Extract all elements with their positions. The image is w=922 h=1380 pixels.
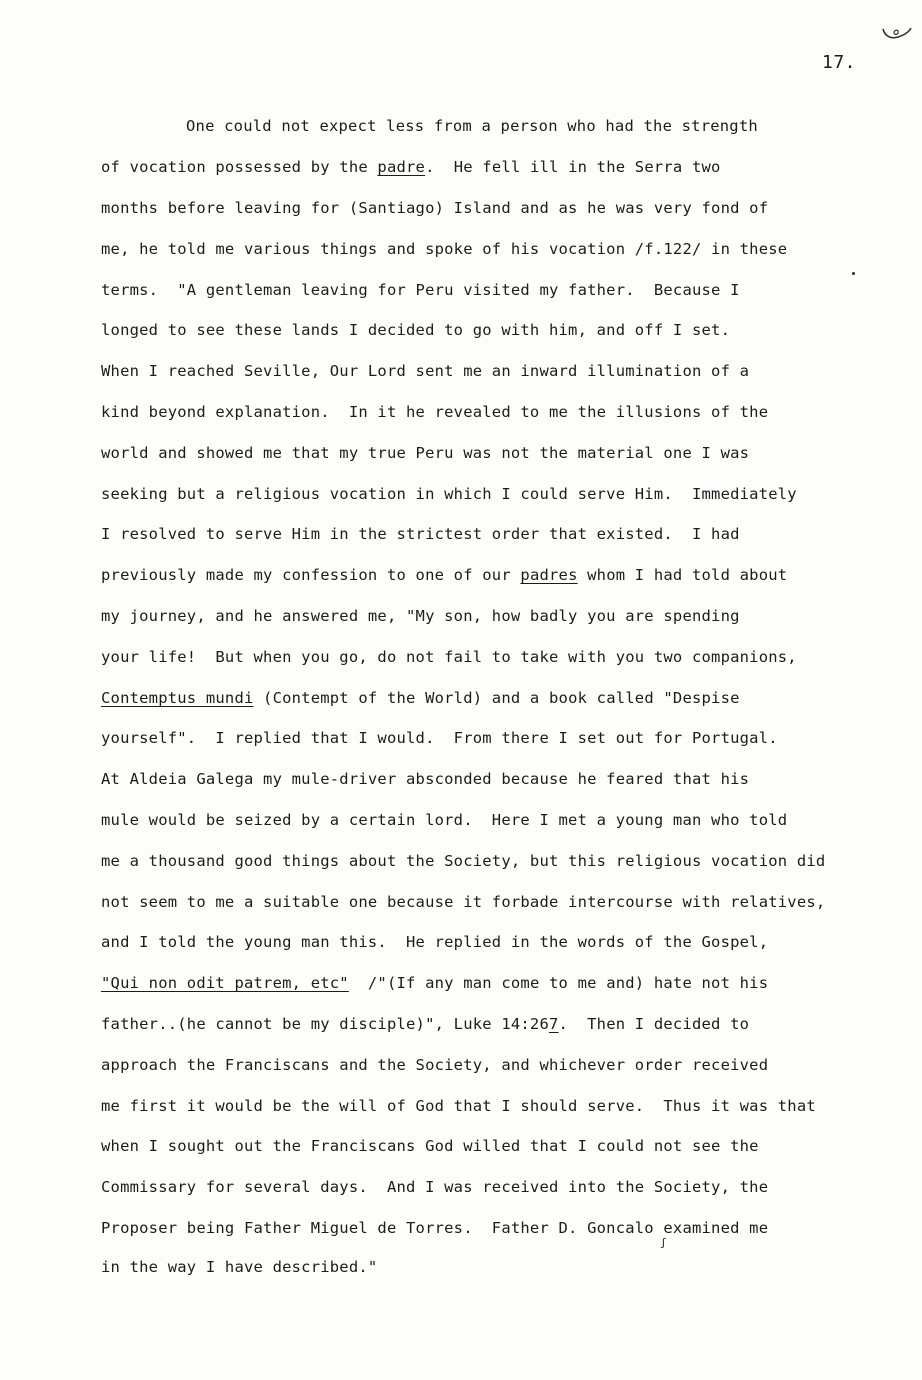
text-line: months before leaving for (Santiago) Island and as he was very fond of	[101, 199, 769, 217]
text-line: approach the Franciscans and the Society, and whichever order received	[101, 1056, 769, 1074]
text-line	[101, 688, 740, 708]
text-segment: whom I had told about	[577, 566, 788, 584]
text-line: me, he told me various things and spoke of his vocation /f.122/ in these	[101, 240, 788, 258]
text-line: in the way I have described."	[101, 1258, 378, 1276]
text-line: world and showed me that my true Peru was not the material one I was	[101, 444, 750, 462]
text-segment: (If any man come to me and) hate not his	[386, 974, 769, 992]
underlined-latin-quote: "Qui non odit patrem, etc"	[101, 974, 349, 992]
text-line: Commissary for several days. And I was received into the Society, the	[101, 1178, 769, 1196]
text-line: One could not expect less from a person who had the strength	[186, 117, 758, 135]
underlined-term: padre	[377, 158, 426, 176]
text-line: my journey, and he answered me, "My son, how badly you are spending	[101, 607, 740, 625]
text-segment: . Then I decided to	[558, 1015, 750, 1033]
underlined-term: padres	[520, 566, 578, 584]
margin-ink-dot	[852, 272, 855, 275]
text-line: terms. "A gentleman leaving for Peru visited my father. Because I	[101, 281, 740, 299]
text-line	[101, 157, 721, 177]
text-line: me first it would be the will of God that I should serve. Thus it was that	[101, 1097, 816, 1115]
text-line	[101, 565, 787, 585]
text-line: me a thousand good things about the Society, but this religious vocation did	[101, 852, 826, 870]
text-segment: (Contempt of the World) and a book called "Despise	[253, 689, 740, 707]
text-line: longed to see these lands I decided to go with him, and off I set.	[101, 321, 731, 339]
text-segment: . He fell ill in the Serra two	[425, 158, 721, 176]
text-line	[101, 1014, 749, 1034]
text-line: At Aldeia Galega my mule-driver absconded because he feared that his	[101, 770, 750, 788]
text-line: when I sought out the Franciscans God willed that I could not see the	[101, 1137, 759, 1155]
text-line: kind beyond explanation. In it he revealed to me the illusions of the	[101, 403, 769, 421]
editorial-bracket-close: 7	[549, 1015, 559, 1033]
cedilla-ink-mark: ʃ	[660, 1236, 667, 1249]
editorial-bracket-open: /"	[348, 974, 387, 992]
text-line: your life! But when you go, do not fail to take with you two companions,	[101, 648, 797, 666]
text-line: When I reached Seville, Our Lord sent me an inward illumination of a	[101, 362, 750, 380]
text-line: yourself". I replied that I would. From there I set out for Portugal.	[101, 729, 778, 747]
page-number: 17.	[822, 52, 857, 73]
text-segment: previously made my confession to one of our	[101, 566, 521, 584]
text-segment: of vocation possessed by the	[101, 158, 378, 176]
text-line: Proposer being Father Miguel de Torres. Father D. Goncalo examined me	[101, 1219, 769, 1237]
underlined-title: Contemptus mundi	[101, 689, 254, 707]
text-line: I resolved to serve Him in the strictest order that existed. I had	[101, 525, 740, 543]
text-line: and I told the young man this. He replied in the words of the Gospel,	[101, 933, 769, 951]
text-segment: father..(he cannot be my disciple)", Luke 14:26	[101, 1015, 549, 1033]
text-line: seeking but a religious vocation in which I could serve Him. Immediately	[101, 485, 797, 503]
text-line: mule would be seized by a certain lord. Here I met a young man who told	[101, 811, 788, 829]
text-line	[101, 973, 768, 993]
corner-annotation-mark	[880, 24, 914, 42]
text-line: not seem to me a suitable one because it forbade intercourse with relatives,	[101, 893, 826, 911]
